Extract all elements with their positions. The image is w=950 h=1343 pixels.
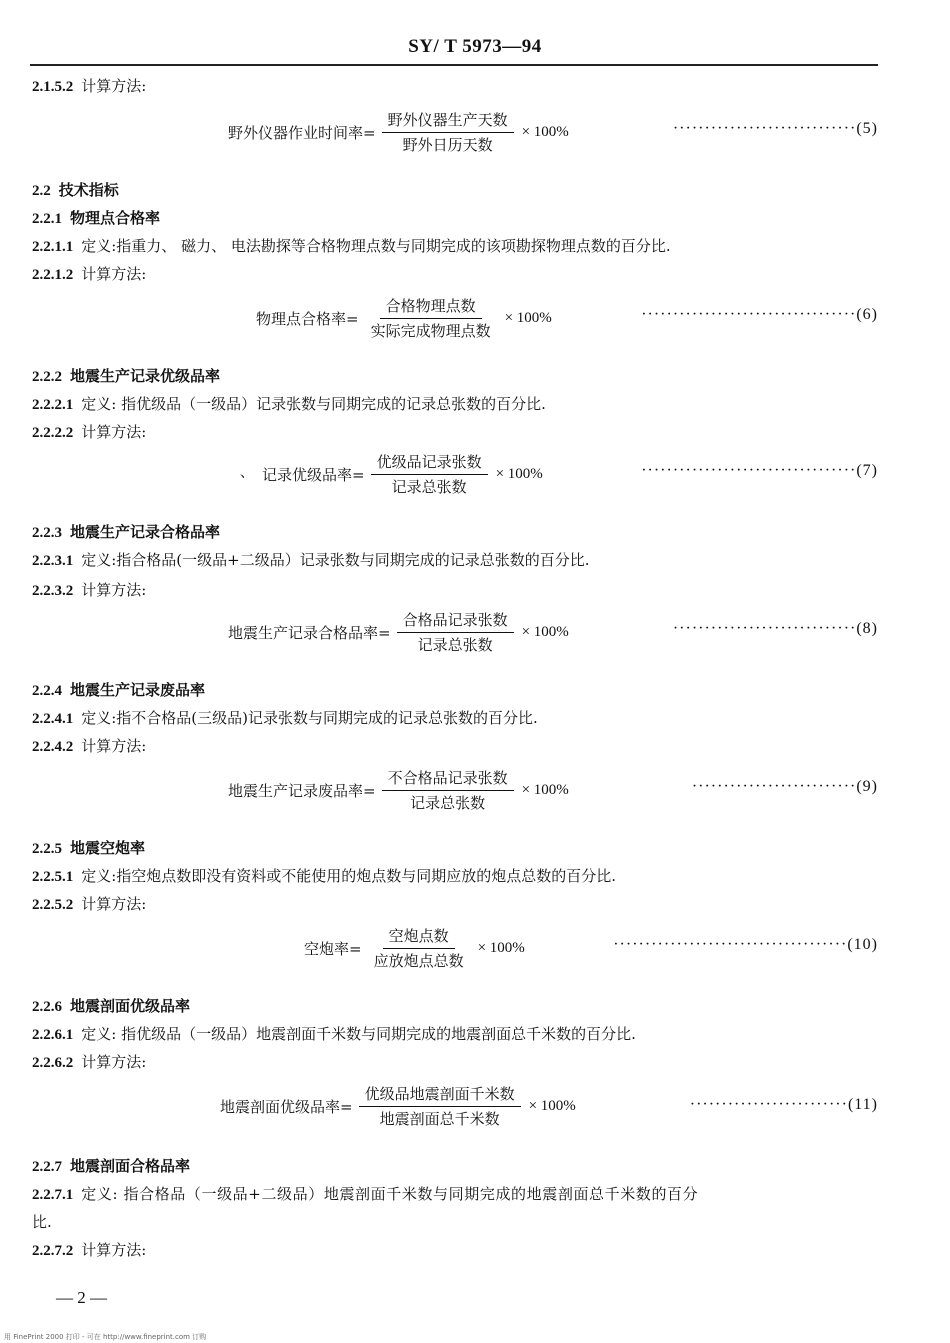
multiplier: × 100% <box>528 1098 576 1114</box>
clause-text: 计算方法: <box>81 77 147 95</box>
denominator: 地震剖面总千米数 <box>379 1110 500 1128</box>
formula-lhs: 记录优级品率= <box>262 466 365 484</box>
clause-text: 定义: 指优级品（一级品）记录张数与同期完成的记录总张数的百分比. <box>81 395 546 413</box>
clause-2-2-6-1 <box>32 1024 636 1045</box>
fraction <box>371 452 488 497</box>
clause-number: 2.2.1.2 <box>32 267 74 283</box>
clause-number: 2.2.5.1 <box>32 869 74 885</box>
section-2-2-7 <box>32 1156 190 1177</box>
formula-lhs: 地震剖面优级品率= <box>220 1098 353 1116</box>
clause-2-2-5-2 <box>32 894 146 915</box>
clause-text: 计算方法: <box>81 1053 147 1071</box>
clause-number: 2.2.3.2 <box>32 583 74 599</box>
clause-2-2-7-1 <box>32 1184 698 1205</box>
header-rule <box>30 64 878 66</box>
section-title: 地震生产记录合格品率 <box>70 523 221 541</box>
equation-number-8: ·····························(8) <box>672 620 878 637</box>
section-title: 地震生产记录优级品率 <box>70 367 221 385</box>
denominator: 记录总张数 <box>417 636 493 654</box>
clause-2-2-3-2 <box>32 580 146 601</box>
fraction <box>382 768 514 813</box>
page-number: — 2 — <box>56 1288 107 1307</box>
clause-2-1-5-2 <box>32 76 146 97</box>
equation-number-6: ··································(6) <box>641 306 878 323</box>
clause-2-2-3-1 <box>32 550 590 571</box>
section-2-2 <box>32 180 119 201</box>
document-header: SY/ T 5973—94 <box>408 36 542 57</box>
denominator: 应放炮点总数 <box>373 952 464 970</box>
numerator: 空炮点数 <box>383 926 455 949</box>
section-title: 地震剖面优级品率 <box>70 997 191 1015</box>
clause-text: 定义: 指合格品（一级品+二级品）地震剖面千米数与同期完成的地震剖面总千米数的百分 <box>81 1185 699 1203</box>
multiplier: × 100% <box>521 782 569 798</box>
section-title: 地震空炮率 <box>70 839 146 857</box>
section-number: 2.2.5 <box>32 841 62 857</box>
clause-number: 2.2.6.1 <box>32 1027 74 1043</box>
clause-2-2-5-1 <box>32 866 616 887</box>
denominator: 记录总张数 <box>410 794 486 812</box>
section-2-2-2 <box>32 366 220 387</box>
fraction <box>359 1084 521 1129</box>
equation-number-9: ··························(9) <box>691 778 878 795</box>
formula-9 <box>228 768 569 813</box>
equation-number-7: ··································(7) <box>641 462 878 479</box>
numerator: 合格物理点数 <box>380 296 482 319</box>
clause-2-2-4-1 <box>32 708 538 729</box>
section-title: 技术指标 <box>58 181 119 199</box>
section-title: 地震剖面合格品率 <box>70 1157 191 1175</box>
clause-text: 计算方法: <box>81 895 147 913</box>
clause-number: 2.2.2.1 <box>32 397 74 413</box>
section-number: 2.2.6 <box>32 999 62 1015</box>
clause-number: 2.2.4.2 <box>32 739 74 755</box>
formula-7 <box>262 452 543 497</box>
formula-10 <box>304 926 525 971</box>
section-2-2-1 <box>32 208 160 229</box>
clause-text: 计算方法: <box>81 1241 147 1259</box>
denominator: 记录总张数 <box>391 478 467 496</box>
clause-number: 2.2.2.2 <box>32 425 74 441</box>
section-number: 2.2.3 <box>32 525 62 541</box>
numerator: 优级品记录张数 <box>371 452 488 475</box>
fraction <box>368 926 470 971</box>
section-number: 2.2.4 <box>32 683 62 699</box>
fraction <box>382 110 514 155</box>
multiplier: × 100% <box>477 940 525 956</box>
fraction <box>397 610 514 655</box>
clause-text: 定义:指重力、 磁力、 电法勘探等合格物理点数与同期完成的该项勘探物理点数的百分比. <box>81 237 671 255</box>
clause-2-2-7-2 <box>32 1240 146 1261</box>
denominator: 实际完成物理点数 <box>370 322 491 340</box>
section-number: 2.2.7 <box>32 1159 62 1175</box>
section-2-2-5 <box>32 838 145 859</box>
multiplier: × 100% <box>521 124 569 140</box>
formula-6 <box>256 296 552 341</box>
clause-text: 计算方法: <box>81 265 147 283</box>
formula-lhs: 地震生产记录合格品率= <box>228 624 391 642</box>
clause-2-2-2-1 <box>32 394 546 415</box>
section-2-2-4 <box>32 680 205 701</box>
clause-text: 定义:指合格品(一级品+二级品）记录张数与同期完成的记录总张数的百分比. <box>81 551 590 569</box>
section-title: 物理点合格率 <box>70 209 161 227</box>
clause-2-2-6-2 <box>32 1052 146 1073</box>
clause-text: 计算方法: <box>81 423 147 441</box>
formula-lhs: 空炮率= <box>304 940 362 958</box>
clause-2-2-2-2 <box>32 422 146 443</box>
clause-number: 2.2.4.1 <box>32 711 74 727</box>
clause-text: 定义: 指优级品（一级品）地震剖面千米数与同期完成的地震剖面总千米数的百分比. <box>81 1025 636 1043</box>
section-title: 地震生产记录废品率 <box>70 681 206 699</box>
equation-number-5: ·····························(5) <box>672 120 878 137</box>
formula-5 <box>228 110 569 155</box>
clause-number: 2.1.5.2 <box>32 79 74 95</box>
denominator: 野外日历天数 <box>402 136 493 154</box>
clause-number: 2.2.7.2 <box>32 1243 74 1259</box>
multiplier: × 100% <box>521 624 569 640</box>
print-watermark: 用 FinePrint 2000 打印 - 可在 http://www.fineprint.com 订购 <box>4 1333 207 1341</box>
formula-lhs: 物理点合格率= <box>256 310 359 328</box>
stray-mark: 、 <box>240 465 254 481</box>
equation-number-11: ·························(11) <box>689 1096 878 1113</box>
clause-number: 2.2.7.1 <box>32 1187 74 1203</box>
formula-8 <box>228 610 569 655</box>
formula-11 <box>220 1084 576 1129</box>
multiplier: × 100% <box>504 310 552 326</box>
section-number: 2.2.1 <box>32 211 62 227</box>
clause-2-2-1-1 <box>32 236 671 257</box>
numerator: 野外仪器生产天数 <box>382 110 514 133</box>
clause-number: 2.2.5.2 <box>32 897 74 913</box>
clause-text: 计算方法: <box>81 581 147 599</box>
clause-2-2-1-2 <box>32 264 146 285</box>
numerator: 不合格品记录张数 <box>382 768 514 791</box>
numerator: 优级品地震剖面千米数 <box>359 1084 521 1107</box>
section-2-2-3 <box>32 522 220 543</box>
clause-2-2-7-1-cont <box>32 1212 52 1232</box>
section-2-2-6 <box>32 996 190 1017</box>
clause-number: 2.2.3.1 <box>32 553 74 569</box>
equation-number-10: ·····································(10) <box>613 936 878 953</box>
clause-number: 2.2.6.2 <box>32 1055 74 1071</box>
formula-lhs: 地震生产记录废品率= <box>228 782 376 800</box>
section-number: 2.2 <box>32 183 51 199</box>
section-number: 2.2.2 <box>32 369 62 385</box>
fraction <box>365 296 497 341</box>
clause-text: 计算方法: <box>81 737 147 755</box>
clause-text: 定义:指不合格品(三级品)记录张数与同期完成的记录总张数的百分比. <box>81 709 538 727</box>
numerator: 合格品记录张数 <box>397 610 514 633</box>
multiplier: × 100% <box>495 466 543 482</box>
clause-2-2-4-2 <box>32 736 146 757</box>
formula-lhs: 野外仪器作业时间率= <box>228 124 376 142</box>
clause-text: 定义:指空炮点数即没有资料或不能使用的炮点数与同期应放的炮点总数的百分比. <box>81 867 617 885</box>
clause-text: 比. <box>32 1213 52 1231</box>
clause-number: 2.2.1.1 <box>32 239 74 255</box>
